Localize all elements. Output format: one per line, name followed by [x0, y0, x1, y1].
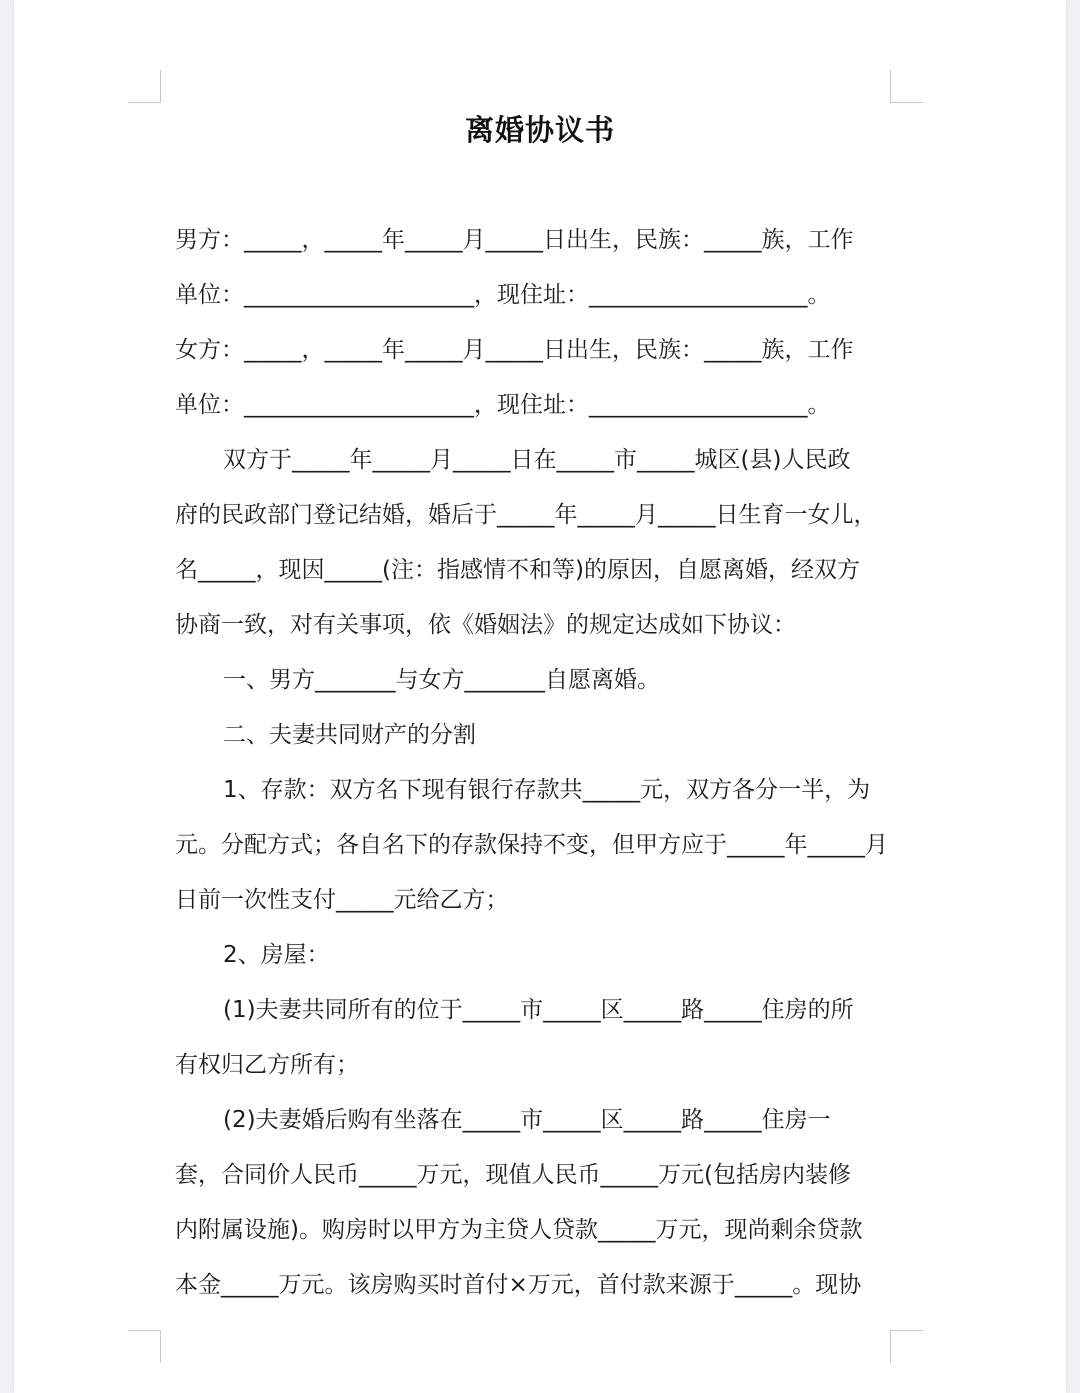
margin-corner-top-right	[890, 70, 923, 103]
text-line: 有权归乙方所有；	[175, 1052, 359, 1078]
text-line: 内附属设施)。购房时以甲方为主贷人贷款_____万元，现尚剩余贷款	[175, 1217, 863, 1243]
document-title: 离婚协议书	[464, 113, 615, 147]
paragraph-start: 双方于_____年_____月_____日在_____市_____城区(县)人民政	[223, 447, 851, 473]
text-line: 套，合同价人民币_____万元，现值人民币_____万元(包括房内装修	[175, 1162, 851, 1188]
item-housing: 2、房屋：	[223, 942, 330, 968]
text-line: 协商一致，对有关事项，依《婚姻法》的规定达成如下协议：	[175, 612, 796, 638]
margin-corner-bottom-left	[128, 1330, 161, 1363]
margin-corner-top-left	[128, 70, 161, 103]
margin-corner-bottom-right	[890, 1330, 923, 1363]
clause-two-heading: 二、夫妻共同财产的分割	[223, 722, 476, 748]
text-line: 元。分配方式；各自名下的存款保持不变，但甲方应于_____年_____月	[175, 832, 888, 858]
housing-subitem-1: (1)夫妻共同所有的位于_____市_____区_____路_____住房的所	[223, 997, 854, 1023]
text-line: 女方：_____，_____年_____月_____日出生，民族：_____族，工作	[175, 337, 854, 363]
clause-one: 一、男方_______与女方_______自愿离婚。	[223, 667, 660, 693]
text-line: 名_____，现因_____(注：指感情不和等)的原因，自愿离婚，经双方	[175, 557, 860, 583]
text-line: 单位：____________________，现住址：___________________。	[175, 392, 831, 418]
text-line: 府的民政部门登记结婚，婚后于_____年_____月_____日生育一女儿，	[175, 502, 877, 528]
text-line: 单位：____________________，现住址：___________________。	[175, 282, 831, 308]
text-line: 男方：_____，_____年_____月_____日出生，民族：_____族，工作	[175, 227, 854, 253]
text-line: 日前一次性支付_____元给乙方；	[175, 887, 509, 913]
housing-subitem-2: (2)夫妻婚后购有坐落在_____市_____区_____路_____住房一	[223, 1107, 831, 1133]
item-savings: 1、存款：双方名下现有银行存款共_____元，双方各分一半，为	[223, 777, 871, 803]
text-line: 本金_____万元。该房购买时首付×万元，首付款来源于_____。现协	[175, 1272, 862, 1298]
